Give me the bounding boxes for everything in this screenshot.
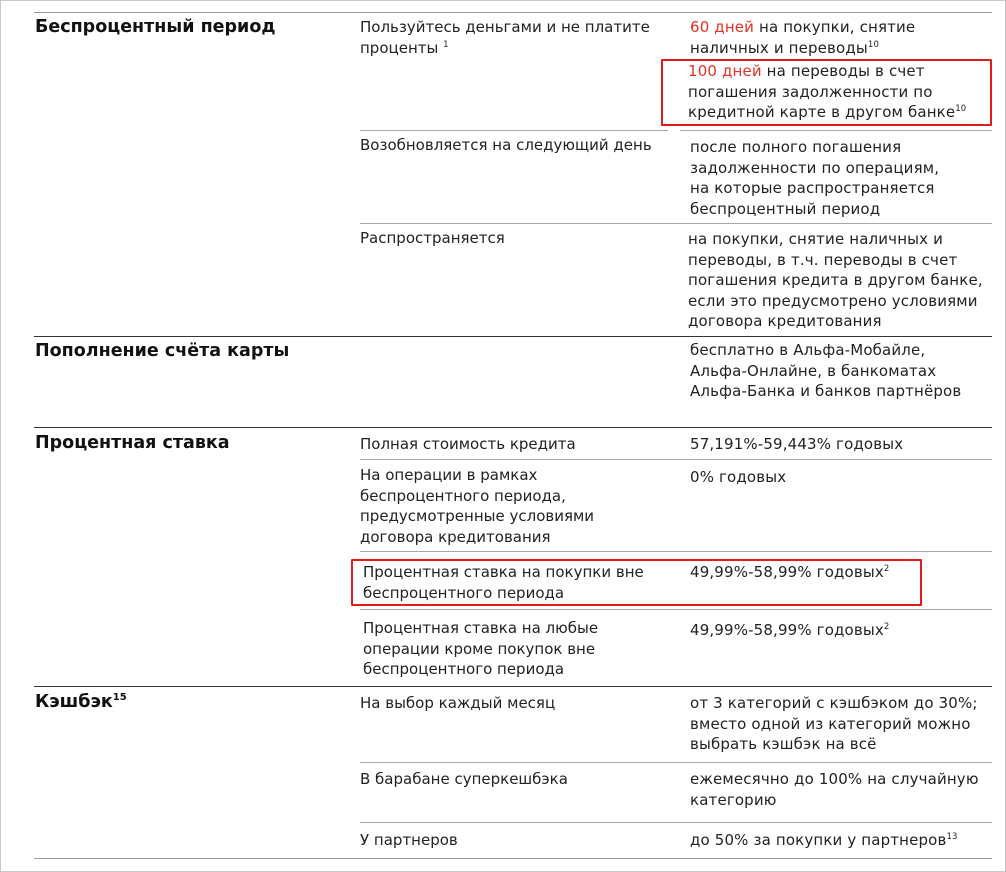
rate-row-1-label: Полная стоимость кредита xyxy=(360,435,576,453)
cashback-row-3-label: У партнеров xyxy=(360,831,458,849)
grace-row-1-label: Пользуйтесь деньгами и не платите проценты $^1$ xyxy=(360,18,650,57)
cashback-row-3-value: до 50% за покупки у партнеров$^{13}$ xyxy=(690,831,958,849)
grace-row-2-value: после полного погашения задолженности по операциям, на которые распространяется беспроцентный период xyxy=(690,138,940,218)
rate-row-2-value: 0% годовых xyxy=(690,468,787,486)
section-title-interest-rate: Процентная ставка xyxy=(35,433,230,453)
section-title-topup: Пополнение счёта карты xyxy=(35,341,290,361)
sub-separator xyxy=(360,609,992,610)
rate-row-3-label: Процентная ставка на покупки вне беспроцентного периода xyxy=(363,563,644,602)
grace-row-1-value-60: 60 дней на покупки, снятие наличных и переводы$^{10}$ xyxy=(690,18,916,57)
separator-topup xyxy=(34,336,992,337)
rate-row-4-value: 49,99%-58,99% годовых$^2$ xyxy=(690,621,890,639)
annotation-box-100-days xyxy=(661,59,992,126)
separator-rate xyxy=(34,427,992,428)
section-title-cashback: Кэшбэк$^{15}$ xyxy=(35,692,127,712)
separator-bottom xyxy=(34,858,992,859)
highlight-60-days: 60 дней xyxy=(690,18,755,36)
cashback-row-2-label: В барабане суперкешбэка xyxy=(360,770,568,788)
sub-separator xyxy=(360,822,992,823)
sub-separator xyxy=(360,130,668,131)
rate-row-3-value: 49,99%-58,99% годовых$^2$ xyxy=(690,563,890,581)
rate-row-4-label: Процентная ставка на любые операции кроме покупок вне беспроцентного периода xyxy=(363,619,599,678)
grace-row-1-value-100: 100 дней на переводы в счет погашения задолженности по кредитной карте в другом банке$^{10}$ xyxy=(688,62,967,121)
sub-separator xyxy=(360,459,992,460)
grace-row-3-value: на покупки, снятие наличных и переводы, в т.ч. переводы в счет погашения кредита в другом банке, если это предусмотрено условиями договора кредитования xyxy=(688,230,983,330)
topup-value: бесплатно в Альфа-Мобайле, Альфа-Онлайне, в банкоматах Альфа-Банка и банков партнёров xyxy=(690,341,962,400)
rate-row-1-value: 57,191%-59,443% годовых xyxy=(690,435,904,453)
rate-row-2-label: На операции в рамках беспроцентного периода, предусмотренные условиями договора кредитования xyxy=(360,466,595,546)
sub-separator xyxy=(680,130,992,131)
separator-top xyxy=(34,12,992,13)
cashback-row-2-value: ежемесячно до 100% на случайную категорию xyxy=(690,770,979,809)
highlight-100-days: 100 дней xyxy=(688,62,762,80)
grace-row-2-label: Возобновляется на следующий день xyxy=(360,136,652,154)
sub-separator xyxy=(360,762,992,763)
sub-separator xyxy=(360,223,992,224)
sub-separator xyxy=(360,551,992,552)
section-title-grace-period: Беспроцентный период xyxy=(35,17,276,37)
grace-row-3-label: Распространяется xyxy=(360,229,505,247)
annotation-box-purchase-rate xyxy=(351,559,922,606)
cashback-row-1-value: от 3 категорий с кэшбэком до 30%; вместо одной из категорий можно выбрать кэшбэк на всё xyxy=(690,694,978,753)
separator-cashback xyxy=(34,686,992,687)
cashback-row-1-label: На выбор каждый месяц xyxy=(360,694,556,712)
